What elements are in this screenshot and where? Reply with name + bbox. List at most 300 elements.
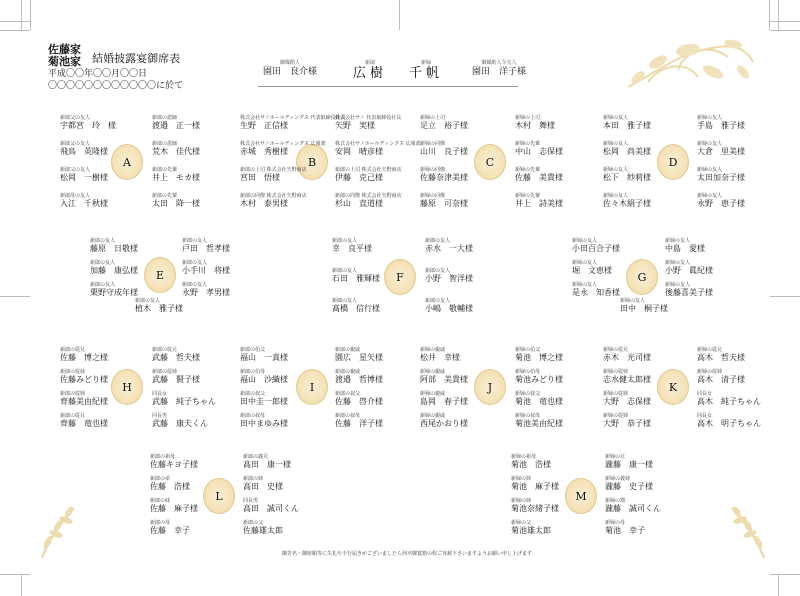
guest-entry: [335, 347, 383, 363]
guest-name: 瀧藤 康一様: [605, 460, 653, 469]
guest-entry: [152, 347, 200, 363]
guest-entry: [240, 369, 288, 385]
guest-entry: [243, 498, 299, 514]
footer-note: 御芳名・御席順等に失礼や不行届きがございましたら何卒御寛恕の程ご容赦下さいますようお願い申し上げます: [282, 551, 533, 557]
guest-name: 田中まゆみ様: [240, 419, 288, 428]
guest-name: 武藤 賢子様: [152, 375, 200, 384]
guest-entry: [572, 238, 620, 254]
crop-mark: [778, 0, 779, 30]
guest-name: 武藤 純子ちゃん: [152, 397, 216, 406]
guest-name: 加藤 康弘様: [90, 266, 138, 275]
guest-entry: [603, 347, 651, 363]
table-d: D: [657, 144, 689, 180]
crop-mark: [770, 30, 800, 31]
guest-entry: [243, 454, 291, 470]
guest-entry: [697, 141, 745, 157]
guest-entry: [697, 391, 761, 407]
guest-relation: 新婦の従兄: [603, 347, 629, 353]
guest-entry: [60, 413, 108, 429]
guest-relation: 新郎の従妹: [60, 369, 86, 375]
guest-relation: 新婦の友人: [697, 115, 723, 121]
guest-entry: [182, 260, 230, 276]
guest-entry: [515, 193, 563, 209]
guest-name: 本田 雅子様: [603, 121, 651, 130]
guest-relation: 新郎の母: [150, 520, 171, 526]
guest-name: 山川 良子様: [420, 147, 468, 156]
guest-relation: 新郎父の友人: [60, 167, 91, 173]
guest-relation: 同長女: [152, 391, 168, 397]
guest-relation: 新婦の親戚: [420, 413, 446, 419]
guest-relation: 新婦の友人: [620, 298, 646, 304]
guest-entry: [697, 193, 745, 209]
guest-relation: 新郎の先輩: [152, 167, 178, 173]
guest-entry: [603, 167, 651, 183]
guest-entry: [332, 298, 380, 314]
guest-entry: [665, 282, 713, 298]
crop-mark: [770, 21, 800, 22]
guest-name: 大野 志保様: [603, 397, 651, 406]
table-k: K: [657, 369, 689, 405]
guest-relation: 新郎の伯父: [240, 347, 266, 353]
guest-name: 永野 孝男様: [182, 288, 230, 297]
guest-name: 足立 裕子様: [420, 121, 468, 130]
guest-name: 菊池 浩様: [511, 460, 551, 469]
groom-family: 佐藤家: [48, 43, 81, 56]
guest-entry: [620, 298, 668, 314]
guest-relation: 新郎の友人: [90, 238, 116, 244]
guest-relation: 新郎の友人: [332, 238, 358, 244]
guest-relation: 株式会社サノホールディングス 広報部: [335, 141, 421, 147]
guest-relation: 新郎の叔父: [335, 391, 361, 397]
guest-name: 佐藤 美貴様: [515, 173, 563, 182]
guest-name: 武藤 哲夫様: [152, 353, 200, 362]
guest-name: 小田百合子様: [572, 244, 620, 253]
crop-mark: [21, 574, 22, 596]
guest-entry: [572, 260, 612, 276]
guest-entry: [335, 141, 421, 157]
guest-entry: [420, 115, 468, 131]
guest-relation: 新郎の親戚: [335, 347, 361, 353]
guest-entry: [240, 413, 288, 429]
guest-entry: [425, 298, 473, 314]
guest-relation: 新婦の父: [511, 520, 532, 526]
guest-name: 大倉 里美様: [697, 147, 745, 156]
guest-entry: [332, 268, 380, 284]
guest-name: 園広 星矢様: [335, 353, 383, 362]
guest-name: 小野 智洋様: [425, 274, 473, 283]
guest-entry: [515, 391, 563, 407]
guest-relation: 新婦の甥: [605, 498, 626, 504]
crop-mark: [30, 0, 31, 30]
family-names: [48, 44, 81, 68]
guest-name: 齊藤美由紀様: [60, 397, 108, 406]
guest-relation: 新婦の同僚: [420, 167, 446, 173]
guest-relation: 新婦の友人: [697, 167, 723, 173]
guest-relation: 新婦の親戚: [420, 347, 446, 353]
guest-name: 井上 モカ様: [152, 173, 200, 182]
guest-name: 宇都宮 玲 様: [60, 121, 116, 130]
table-l: L: [203, 478, 235, 514]
guest-name: 齊藤 竜也様: [60, 419, 108, 428]
guest-name: 田中 桐子様: [620, 304, 668, 313]
guest-name: 佐藤 麻子様: [150, 504, 198, 513]
guest-name: 佐藤 博之様: [60, 353, 108, 362]
table-c: C: [474, 144, 506, 180]
guest-entry: [425, 268, 473, 284]
guest-name: 赤木 光司様: [603, 353, 651, 362]
laurel-branch-icon: [722, 500, 772, 560]
guest-relation: 新婦の従姉: [603, 391, 629, 397]
guest-relation: 新郎の先輩: [152, 193, 178, 199]
guest-relation: 新郎の友人: [90, 282, 116, 288]
guest-name: 太田加奈子様: [697, 173, 745, 182]
guest-entry: [603, 413, 651, 429]
guest-name: 佐藤 幸子: [150, 526, 190, 535]
guest-relation: 同長女: [697, 413, 713, 419]
guest-name: 小野 眞紀様: [665, 266, 713, 275]
guest-entry: [335, 369, 383, 385]
guest-entry: [90, 282, 138, 298]
guest-relation: 新郎の妹: [150, 498, 171, 504]
guest-relation: 新婦の友人: [665, 282, 691, 288]
crop-mark: [0, 30, 30, 31]
guest-entry: [511, 454, 551, 470]
guest-relation: 株式会社サノホールディングス 代表取締役社長: [240, 115, 346, 121]
guest-relation: 新婦の祖母: [511, 454, 537, 460]
guest-name: 大野 恭子様: [603, 419, 651, 428]
guest-relation: 新郎の従姉: [152, 369, 178, 375]
guest-relation: 新郎の従兄: [60, 413, 86, 419]
guest-entry: [511, 498, 559, 514]
guest-entry: [60, 167, 108, 183]
guest-entry: [150, 498, 198, 514]
guest-name: 戸田 哲孝様: [182, 244, 230, 253]
guest-entry: [511, 476, 559, 492]
head-table: [258, 60, 526, 87]
crop-mark: [770, 296, 800, 297]
guest-entry: [243, 520, 283, 536]
guest-relation: 新婦の友人: [572, 260, 598, 266]
guest-relation: 新郎の叔父: [240, 391, 266, 397]
guest-relation: 新郎の友人: [332, 298, 358, 304]
guest-relation: 新婦の友人: [697, 193, 723, 199]
guest-name: 佐藤 啓介様: [335, 397, 383, 406]
guest-entry: [697, 347, 745, 363]
guest-relation: 新婦の友人: [572, 238, 598, 244]
guest-relation: 新婦の従兄: [697, 347, 723, 353]
guest-entry: [152, 413, 208, 429]
guest-name: 島岡 春子様: [420, 397, 468, 406]
guest-entry: [240, 347, 288, 363]
guest-name: 永野 恵子様: [697, 199, 745, 208]
guest-name: 高田 康一様: [243, 460, 291, 469]
guest-relation: 新婦の友人: [697, 141, 723, 147]
guest-entry: [603, 141, 651, 157]
guest-relation: 新郎の従兄: [60, 347, 86, 353]
guest-name: 小手川 将様: [182, 266, 230, 275]
guest-entry: [243, 476, 283, 492]
guest-entry: [135, 298, 183, 314]
guest-name: 井上 詩美様: [515, 199, 563, 208]
guest-relation: 新郎の祖母: [150, 454, 176, 460]
guest-name: 藤原 日敬様: [90, 244, 138, 253]
guest-entry: [152, 141, 200, 157]
guest-entry: [60, 141, 108, 157]
guest-entry: [425, 238, 473, 254]
guest-entry: [182, 238, 230, 254]
guest-entry: [515, 347, 563, 363]
guest-entry: [150, 476, 190, 492]
event-venue: 〇〇〇〇〇〇〇〇〇〇〇〇に於て: [48, 81, 184, 91]
guest-relation: 新郎の叔母: [240, 413, 266, 419]
guest-relation: 新郎の義兄: [243, 454, 269, 460]
guest-name: 赤城 秀樹様: [240, 147, 288, 156]
guest-name: 後藤喜美子様: [665, 288, 713, 297]
table-m: M: [565, 478, 597, 514]
guest-entry: [515, 141, 563, 157]
guest-name: 入江 千秋様: [60, 199, 108, 208]
guest-name: 菊池美由紀様: [515, 419, 563, 428]
table-b: B: [296, 144, 328, 180]
guest-entry: [515, 369, 563, 385]
guest-relation: 新婦の叔母: [515, 413, 541, 419]
guest-relation: 新婦の友人: [665, 260, 691, 266]
guest-relation: 新婦の母: [605, 520, 626, 526]
guest-entry: [515, 167, 563, 183]
guest-relation: 新郎母の友人: [60, 193, 91, 199]
guest-relation: 新婦の兄: [605, 454, 626, 460]
guest-name: 是永 知香様: [572, 288, 620, 297]
guest-name: 阿部 美貴様: [420, 375, 468, 384]
guest-relation: 新婦の先輩: [515, 167, 541, 173]
guest-entry: [697, 413, 761, 429]
guest-entry: [697, 369, 745, 385]
guest-relation: 新婦の親戚: [420, 391, 446, 397]
guest-relation: 新婦の同僚: [420, 141, 446, 147]
guest-entry: [605, 498, 661, 514]
guest-relation: 新婦の先輩: [515, 193, 541, 199]
guest-name: 菊池奈緒子様: [511, 504, 559, 513]
guest-relation: 株式会社サノホールディングス 広報部: [240, 141, 326, 147]
guest-name: 佐藤雄太郎: [243, 526, 283, 535]
page-title: 結婚披露宴御席表: [92, 52, 181, 65]
guest-name: 田中圭一郎様: [240, 397, 288, 406]
guest-name: 伊藤 克己様: [335, 173, 383, 182]
guest-relation: 新郎の友人: [182, 282, 208, 288]
crop-mark: [769, 0, 770, 30]
guest-relation: 新郎の友人: [90, 260, 116, 266]
guest-name: 高田 史様: [243, 482, 283, 491]
crop-mark: [778, 574, 779, 596]
guest-relation: 新郎の親戚: [335, 369, 361, 375]
guest-name: 藤原 可奈様: [420, 199, 468, 208]
guest-entry: [603, 115, 651, 131]
guest-entry: [603, 391, 651, 407]
matchmaker-right: 御媒酌人令夫人 園田 洋子様: [471, 60, 526, 77]
guest-name: 手島 雅子様: [697, 121, 745, 130]
guest-name: 幸 良平様: [332, 244, 372, 253]
guest-relation: 新婦の伯母: [515, 369, 541, 375]
guest-name: 佐藤奈津美様: [420, 173, 468, 182]
guest-relation: 新婦の友人: [665, 238, 691, 244]
guest-entry: [182, 282, 230, 298]
guest-entry: [335, 167, 402, 183]
guest-entry: [420, 369, 468, 385]
guest-name: 石田 雅輝様: [332, 274, 380, 283]
guest-name: 赤水 一大様: [425, 244, 473, 253]
guest-name: 松下 紗莉様: [603, 173, 651, 182]
guest-entry: [335, 413, 383, 429]
guest-entry: [90, 238, 138, 254]
guest-name: 菊池みどり様: [515, 375, 563, 384]
table-h: H: [111, 369, 143, 405]
crop-mark: [770, 574, 800, 575]
guest-relation: 同長男: [243, 498, 259, 504]
guest-relation: 新郎の弟: [150, 476, 171, 482]
guest-relation: 新婦の上司: [420, 115, 446, 121]
guest-entry: [60, 193, 108, 209]
laurel-branch-icon: [34, 500, 84, 560]
guest-entry: [511, 520, 551, 536]
guest-name: 植木 雅子様: [135, 304, 183, 313]
guest-name: 佐藤みどり様: [60, 375, 108, 384]
guest-entry: [152, 193, 200, 209]
guest-relation: 新郎の友人: [135, 298, 161, 304]
guest-relation: 新郎の同僚 株式会社矢野商店: [240, 193, 307, 199]
guest-relation: 新婦の伯父: [515, 347, 541, 353]
guest-name: 菊池 竜也様: [515, 397, 563, 406]
guest-name: 志水健太郎様: [603, 375, 651, 384]
guest-relation: 新郎の友人: [182, 260, 208, 266]
guest-name: 木村 舞様: [515, 121, 555, 130]
guest-relation: 新郎の恩師: [152, 141, 178, 147]
guest-entry: [152, 115, 200, 131]
guest-entry: [515, 413, 563, 429]
guest-relation: 新郎の父: [243, 520, 264, 526]
guest-relation: 新郎の従兄: [152, 347, 178, 353]
guest-name: 太田 降一様: [152, 199, 200, 208]
crop-mark: [0, 21, 30, 22]
guest-relation: 新郎の友人: [332, 268, 358, 274]
crop-mark: [399, 0, 400, 30]
guest-name: 矢野 実様: [335, 121, 375, 130]
guest-entry: [60, 369, 108, 385]
guest-name: 高木 清子様: [697, 375, 745, 384]
guest-name: 松井 幸様: [420, 353, 460, 362]
guest-name: 髙橋 信行様: [332, 304, 380, 313]
guest-entry: [420, 167, 468, 183]
guest-entry: [420, 413, 468, 429]
guest-entry: [335, 193, 402, 209]
guest-relation: 新郎父の友人: [60, 115, 91, 121]
guest-name: 松岡 尚美様: [603, 147, 651, 156]
guest-relation: 新婦の友人: [603, 141, 629, 147]
guest-name: 菊池雄太郎: [511, 526, 551, 535]
guest-entry: [572, 282, 620, 298]
guest-name: 佐藤 浩様: [150, 482, 190, 491]
guest-name: 小嶋 敬輔様: [425, 304, 473, 313]
guest-name: 高木 哲夫様: [697, 353, 745, 362]
guest-entry: [420, 193, 468, 209]
guest-name: 佐藤 洋子様: [335, 419, 383, 428]
guest-relation: 新郎の叔母: [335, 413, 361, 419]
guest-entry: [60, 391, 108, 407]
guest-entry: [332, 238, 372, 254]
guest-relation: 新郎の姉: [243, 476, 264, 482]
guest-name: 中山 志保様: [515, 147, 563, 156]
guest-relation: 同長男: [152, 413, 168, 419]
guest-relation: 同長女: [697, 391, 713, 397]
guest-relation: 新郎の友人: [425, 298, 451, 304]
guest-relation: 新婦の友人: [603, 193, 629, 199]
table-f: F: [384, 259, 416, 295]
guest-relation: 新郎の友人: [425, 268, 451, 274]
guest-entry: [240, 115, 346, 131]
matchmaker-left: 御媒酌人 園田 良介様: [262, 60, 317, 77]
guest-relation: 新郎の友人: [182, 238, 208, 244]
guest-entry: [605, 520, 645, 536]
guest-name: 堀 文恵様: [572, 266, 612, 275]
guest-relation: 新婦の義姉: [605, 476, 631, 482]
table-e: E: [144, 257, 176, 293]
guest-entry: [420, 347, 460, 363]
guest-name: 中島 愛様: [665, 244, 705, 253]
guest-name: 瀧藤 誠司くん: [605, 504, 661, 513]
crop-mark: [0, 296, 30, 297]
guest-name: 菊池 幸子: [605, 526, 645, 535]
guest-entry: [240, 193, 307, 209]
table-i: I: [296, 369, 328, 405]
guest-name: 渡邉 正一様: [152, 121, 200, 130]
guest-name: 栗野守成年様: [90, 288, 138, 297]
guest-relation: 新郎の上司 株式会社矢野商店: [335, 167, 402, 173]
guest-name: 生野 正信様: [240, 121, 288, 130]
table-g: G: [626, 259, 658, 295]
guest-name: 佐々木絹子様: [603, 199, 651, 208]
guest-relation: 新婦の友人: [603, 167, 629, 173]
guest-relation: 新郎の恩師: [152, 115, 178, 121]
guest-entry: [152, 369, 200, 385]
guest-entry: [150, 520, 190, 536]
guest-entry: [605, 454, 653, 470]
guest-name: 西尾かおり様: [420, 419, 468, 428]
guest-relation: 新婦の親戚: [420, 369, 446, 375]
guest-name: 安岡 晴彦様: [335, 147, 383, 156]
guest-relation: 株式会社サノ 代表取締役社長: [335, 115, 402, 121]
guest-entry: [152, 167, 200, 183]
guest-entry: [420, 141, 468, 157]
guest-name: 荒木 佳代様: [152, 147, 200, 156]
guest-relation: 新婦の従姉: [603, 369, 629, 375]
guest-entry: [60, 347, 108, 363]
guest-relation: 新郎の同僚 株式会社矢野商店: [335, 193, 402, 199]
guest-entry: [515, 115, 555, 131]
guest-name: 菊池 麻子様: [511, 482, 559, 491]
guest-relation: 新郎の伯母: [240, 369, 266, 375]
table-a: A: [111, 144, 143, 180]
guest-entry: [60, 115, 116, 131]
guest-entry: [603, 193, 651, 209]
guest-entry: [240, 141, 326, 157]
guest-entry: [665, 260, 713, 276]
groom-seat: 新郎 広樹: [352, 60, 387, 81]
guest-name: 松岡 一樹様: [60, 173, 108, 182]
guest-entry: [697, 115, 745, 131]
guest-entry: [152, 391, 216, 407]
bride-seat: 新婦 千帆: [408, 60, 443, 81]
guest-name: 高木 明子ちゃん: [697, 419, 761, 428]
guest-relation: 新郎の上司 株式会社矢野商店: [240, 167, 307, 173]
